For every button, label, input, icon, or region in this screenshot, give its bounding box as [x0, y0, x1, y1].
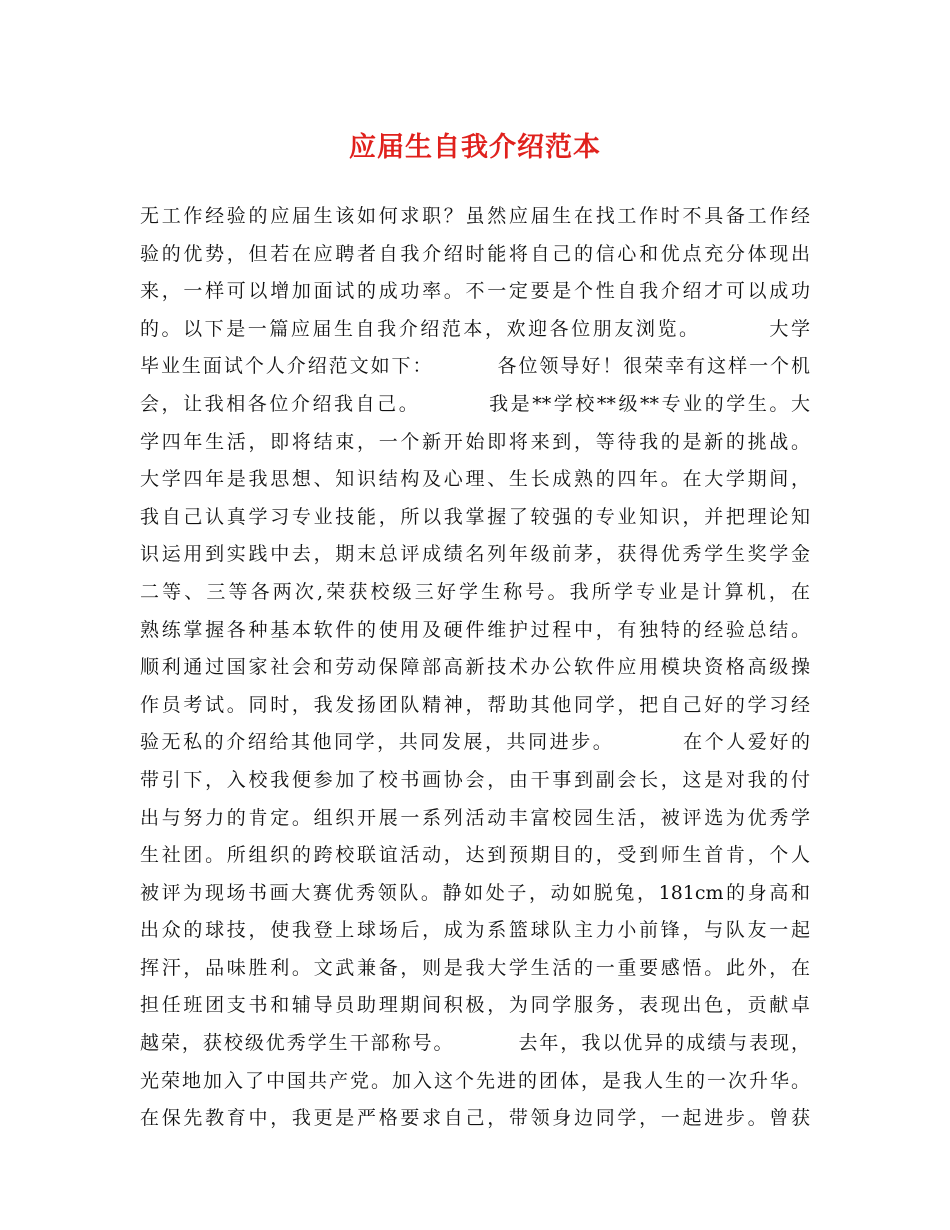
- body-line: 越荣，获校级优秀学生干部称号。 去年，我以优异的成绩与表现，: [140, 1032, 810, 1055]
- body-line: 验的优势，但若在应聘者自我介绍时能将自己的信心和优点充分体现出: [140, 242, 810, 265]
- body-line: 作员考试。同时，我发扬团队精神，帮助其他同学，把自己好的学习经: [140, 693, 810, 716]
- body-line: 识运用到实践中去，期末总评成绩名列年级前茅，获得优秀学生奖学金: [140, 543, 810, 566]
- body-line: 顺利通过国家社会和劳动保障部高新技术办公软件应用模块资格高级操: [140, 656, 810, 679]
- body-line: 大学四年是我思想、知识结构及心理、生长成熟的四年。在大学期间，: [140, 468, 810, 491]
- body-line: 验无私的介绍给其他同学，共同发展，共同进步。 在个人爱好的: [140, 731, 810, 754]
- body-line: 毕业生面试个人介绍范文如下： 各位领导好！很荣幸有这样一个机: [140, 355, 810, 378]
- body-line: 学四年生活，即将结束，一个新开始即将来到，等待我的是新的挑战。: [140, 430, 810, 453]
- document-body: [140, 198, 810, 1138]
- body-line: 光荣地加入了中国共产党。加入这个先进的团体，是我人生的一次升华。: [140, 1069, 810, 1092]
- body-line: 来，一样可以增加面试的成功率。不一定要是个性自我介绍才可以成功: [140, 280, 810, 303]
- document-title: 应届生自我介绍范本: [349, 132, 601, 163]
- body-line: 二等、三等各两次,荣获校级三好学生称号。我所学专业是计算机，在: [140, 580, 810, 603]
- body-line: 无工作经验的应届生该如何求职？虽然应届生在找工作时不具备工作经: [140, 205, 810, 227]
- body-line: 带引下，入校我便参加了校书画协会，由干事到副会长，这是对我的付: [140, 768, 810, 791]
- body-line: 熟练掌握各种基本软件的使用及硬件维护过程中，有独特的经验总结。: [140, 618, 810, 641]
- body-line: 挥汗，品味胜利。文武兼备，则是我大学生活的一重要感悟。此外，在: [140, 956, 810, 979]
- body-line: 的。以下是一篇应届生自我介绍范本，欢迎各位朋友浏览。 大学: [140, 317, 810, 340]
- body-line: 我自己认真学习专业技能，所以我掌握了较强的专业知识，并把理论知: [140, 505, 810, 528]
- body-line: 出与努力的肯定。组织开展一系列活动丰富校园生活，被评选为优秀学: [140, 806, 810, 829]
- body-line: 担任班团支书和辅导员助理期间积极，为同学服务，表现出色，贡献卓: [140, 994, 810, 1017]
- body-line: 会，让我相各位介绍我自己。 我是**学校**级**专业的学生。大: [140, 392, 810, 415]
- body-line: 生社团。所组织的跨校联谊活动，达到预期目的，受到师生首肯，个人: [140, 844, 810, 867]
- body-line: 在保先教育中，我更是严格要求自己，带领身边同学，一起进步。曾获: [140, 1107, 810, 1130]
- body-line: 出众的球技，使我登上球场后，成为系篮球队主力小前锋，与队友一起: [140, 919, 810, 942]
- body-line: 被评为现场书画大赛优秀领队。静如处子，动如脱兔，181cm的身高和: [140, 881, 810, 904]
